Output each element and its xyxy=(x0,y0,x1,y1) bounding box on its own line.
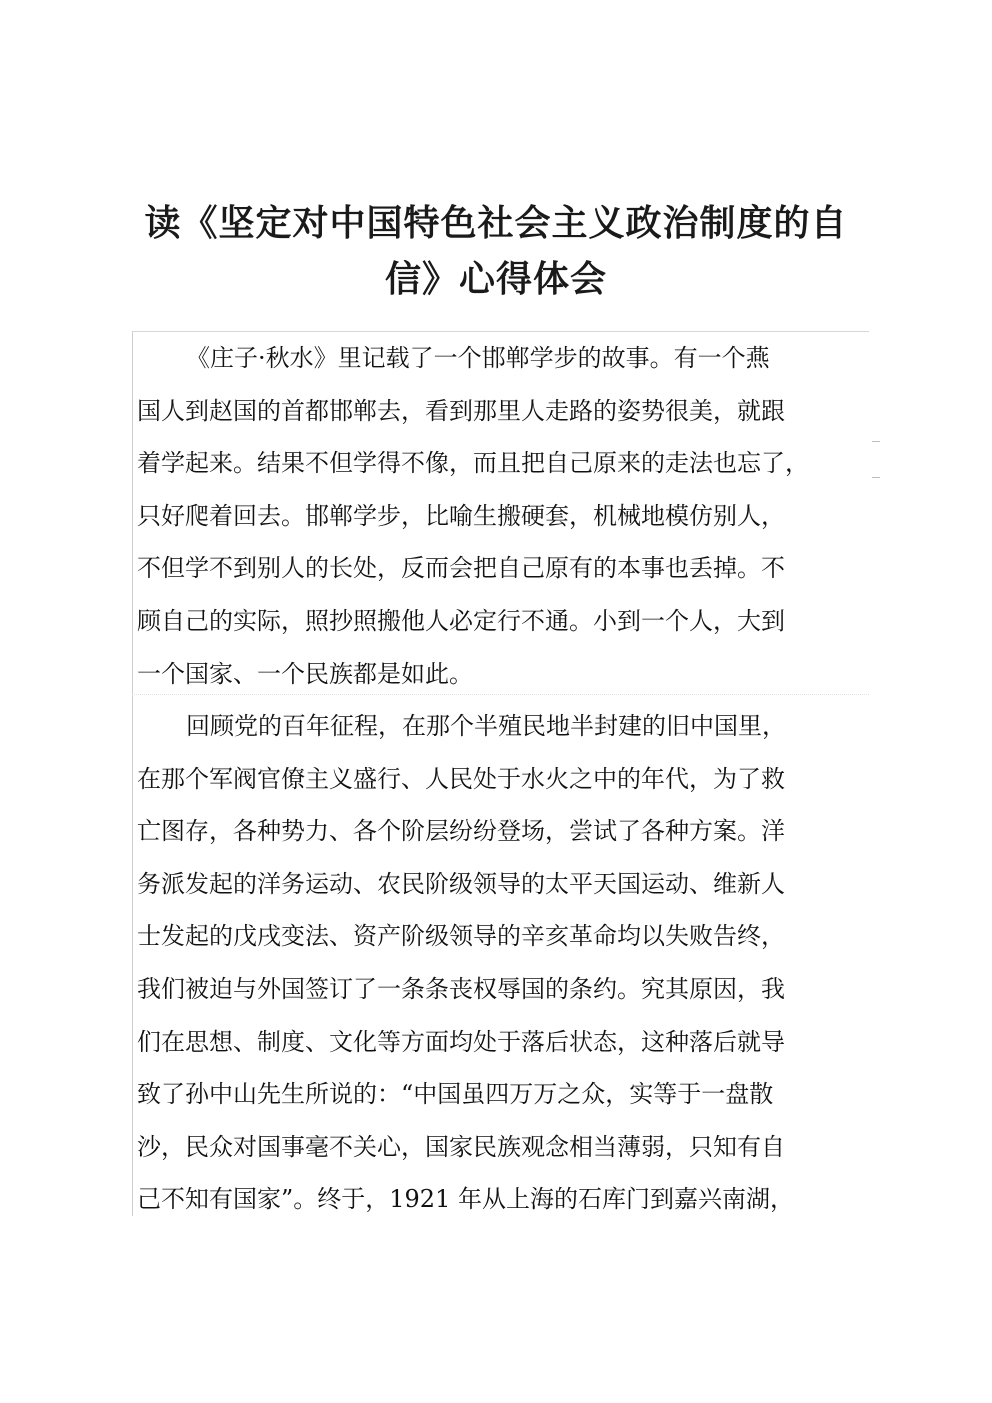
paragraph-line: 顾自己的实际，照抄照搬他人必定行不通。小到一个人，大到 xyxy=(137,606,785,635)
paragraph-line: 士发起的戊戌变法、资产阶级领导的辛亥革命均以失败告终， xyxy=(137,922,785,951)
paragraph-line: 《庄子·秋水》里记载了一个邯郸学步的故事。有一个燕 xyxy=(186,344,770,372)
paragraph-1 xyxy=(137,332,867,700)
paragraph-line: 致了孙中山先生所说的：“中国虽四万万之众，实等于一盘散 xyxy=(137,1080,774,1109)
paragraph-line: 们在思想、制度、文化等方面均处于落后状态，这种落后就导 xyxy=(137,1027,785,1056)
paragraph-line: 只好爬着回去。邯郸学步，比喻生搬硬套，机械地模仿别人， xyxy=(137,501,785,530)
margin-mark xyxy=(872,477,880,478)
paragraph-line: 着学起来。结果不但学得不像，而且把自己原来的走法也忘了， xyxy=(137,449,809,478)
paragraph-line: 国人到赵国的首都邯郸去，看到那里人走路的姿势很美，就跟 xyxy=(137,396,785,425)
paragraph-line: 不但学不到别人的长处，反而会把自己原有的本事也丢掉。不 xyxy=(137,554,785,583)
paragraph-line: 亡图存，各种势力、各个阶层纷纷登场，尝试了各种方案。洋 xyxy=(137,817,785,846)
title-line-1: 读《坚定对中国特色社会主义政治制度的自 xyxy=(144,203,848,245)
paragraph-line: 务派发起的洋务运动、农民阶级领导的太平天国运动、维新人 xyxy=(137,869,785,898)
document-title xyxy=(120,196,872,308)
paragraph-line: 我们被迫与外国签订了一条条丧权辱国的条约。究其原因，我 xyxy=(137,974,785,1003)
paragraph-line: 回顾党的百年征程，在那个半殖民地半封建的旧中国里， xyxy=(186,712,786,740)
paragraph-line: 沙，民众对国事毫不关心，国家民族观念相当薄弱，只知有自 xyxy=(137,1132,785,1161)
text-frame-left-border xyxy=(132,331,133,1216)
paragraph-line: 己不知有国家”。终于，1921 年从上海的石库门到嘉兴南湖， xyxy=(137,1185,794,1214)
paragraph-2 xyxy=(137,700,867,1226)
margin-mark xyxy=(872,441,880,442)
title-line-2: 信》心得体会 xyxy=(384,259,607,301)
paragraph-line: 在那个军阀官僚主义盛行、人民处于水火之中的年代，为了救 xyxy=(137,764,785,793)
paragraph-line: 一个国家、一个民族都是如此。 xyxy=(137,659,473,688)
